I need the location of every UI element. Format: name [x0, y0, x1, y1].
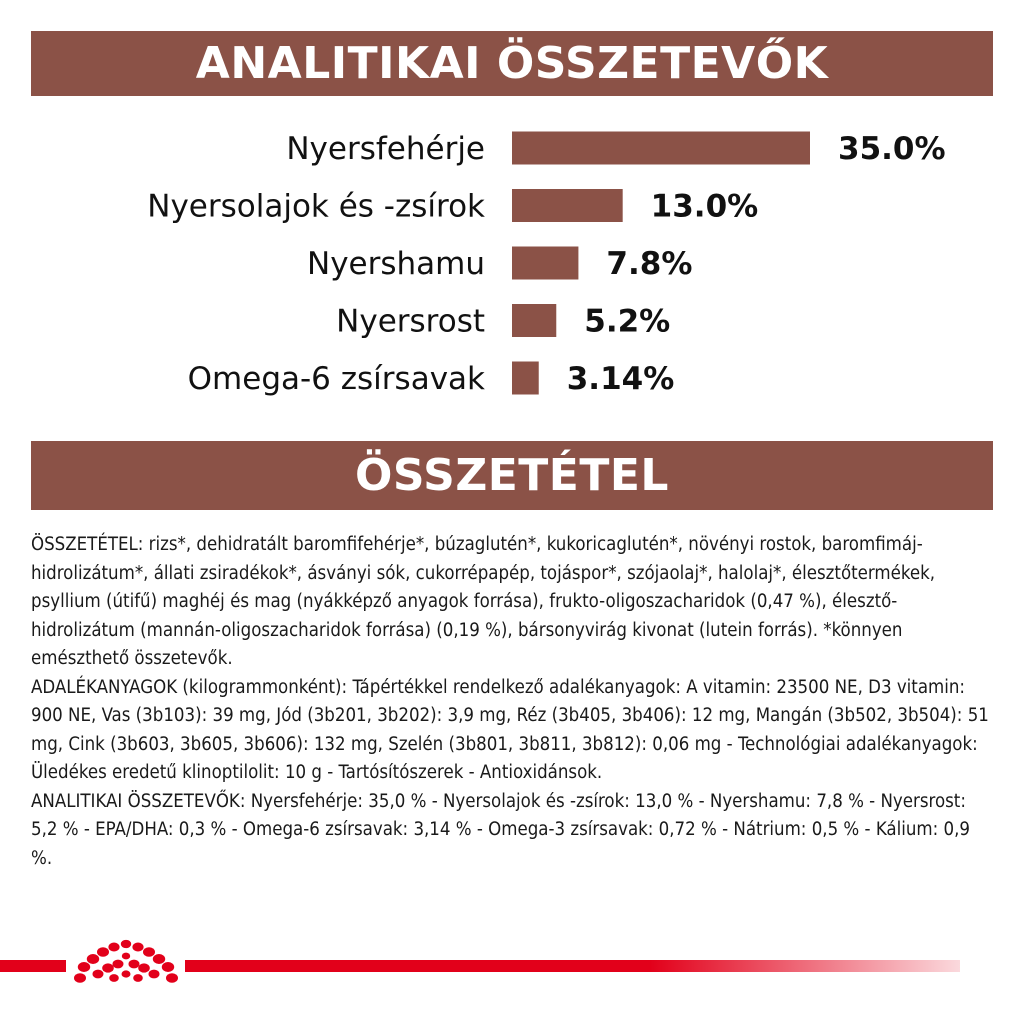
- bar: [512, 362, 539, 395]
- analytics-header-banner: [31, 31, 993, 96]
- bar: [512, 304, 556, 337]
- composition-additives: ADALÉKANYAGOK (kilogrammonként): Tápértékkel rendelkező adalékanyagok: A vitamin: 23500 NE, D3 vitamin: 900 NE, Vas (3b103): 39 mg, Jód (3b201, 3b202): 3,9 mg, Réz (3b405, 3b406): 12 mg, Mangán (3b502, 3b504): 51 mg, Cink (3b603, 3b605, 3b606): 132 mg, Szelén (3b801, 3b811, 3b812): 0,06 mg - Technológiai adalékanyagok: Üledékes eredetű klinoptilolit: 10 g - Tartósítószerek - Antioxidánsok.: [31, 676, 989, 783]
- bar: [512, 189, 623, 222]
- composition-analytics: ANALITIKAI ÖSSZETEVŐK: Nyersfehérje: 35,0 % - Nyersolajok és -zsírok: 13,0 % - Nyershamu: 7,8 % - Nyersrost: 5,2 % - EPA/DHA: 0,3 % - Omega-6 zsírsavak: 3,14 % - Omega-3 zsírsavak: 0,72 % - Nátrium: 0,5 % - Kálium: 0,9 %.: [31, 790, 970, 869]
- value-label: 35.0%: [838, 131, 946, 167]
- composition-text: [31, 531, 993, 873]
- bar: [512, 247, 578, 280]
- value-label: 3.14%: [566, 361, 675, 397]
- category-label: Omega-6 zsírsavak: [187, 361, 485, 397]
- analytics-header-title: ANALITIKAI ÖSSZETEVŐK: [195, 38, 829, 89]
- category-label: Nyersrost: [336, 303, 485, 340]
- value-label: 7.8%: [606, 246, 693, 282]
- crown-icon: [70, 934, 182, 986]
- composition-header-title: ÖSSZETÉTEL: [355, 450, 669, 501]
- category-label: Nyersfehérje: [286, 131, 485, 167]
- category-label: Nyersolajok és -zsírok: [147, 188, 485, 225]
- footer-stripe-left: [0, 960, 66, 972]
- analytics-bar-chart: [0, 100, 1024, 410]
- composition-ingredients: ÖSSZETÉTEL: rizs*, dehidratált baromfifehérje*, búzaglutén*, kukoricaglutén*, növényi rostok, baromfimáj-hidrolizátum*, állati zsiradékok*, ásványi sók, cukorrépapép, tojáspor*, szójaolaj*, halolaj*, élesztőtermékek, psyllium (útifű) maghéj és mag (nyákképző anyagok forrása), frukto-oligoszacharidok (0,47 %), élesztő-hidrolizátum (mannán-oligoszacharidok forrása) (0,19 %), bársonyvirág kivonat (lutein forrás). *könnyen emészthető összetevők.: [31, 534, 936, 669]
- footer-stripe-right: [185, 960, 960, 972]
- value-label: 13.0%: [650, 188, 759, 225]
- value-label: 5.2%: [584, 303, 671, 340]
- category-label: Nyershamu: [307, 246, 485, 282]
- bar: [512, 132, 810, 165]
- composition-header-banner: [31, 441, 993, 510]
